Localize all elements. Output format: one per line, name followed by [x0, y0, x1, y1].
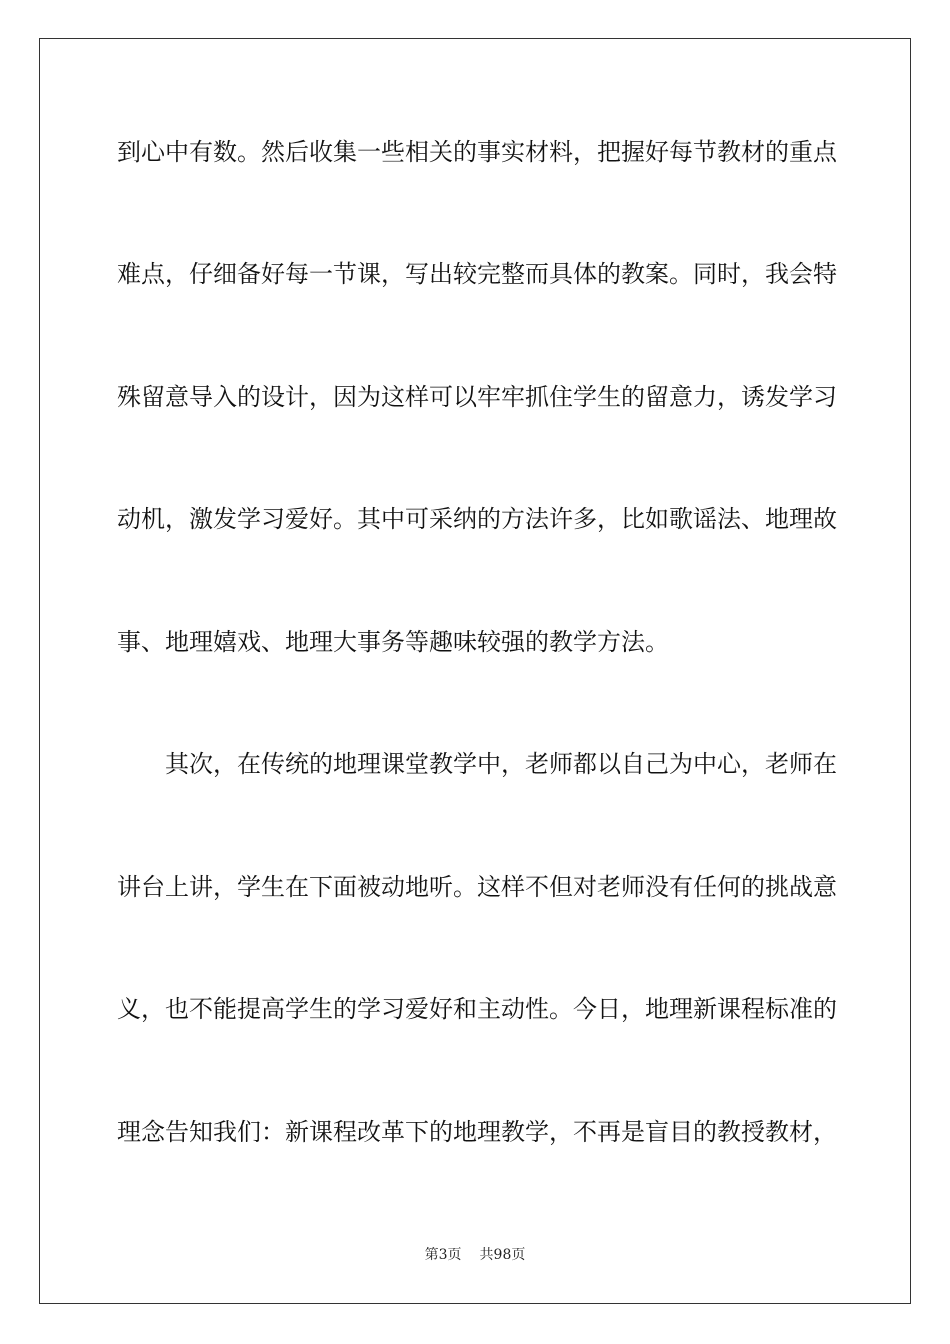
page-footer [0, 1245, 950, 1265]
paragraph-line: 殊留意导入的设计，因为这样可以牢牢抓住学生的留意力，诱发学习 [117, 383, 837, 411]
page-number: 第3页 [424, 1247, 462, 1263]
paragraph-line: 其次，在传统的地理课堂教学中，老师都以自己为中心，老师在 [165, 750, 837, 778]
paragraph-line: 义，也不能提高学生的学习爱好和主动性。今日，地理新课程标准的 [117, 995, 837, 1023]
paragraph-line: 到心中有数。然后收集一些相关的事实材料，把握好每节教材的重点 [117, 138, 837, 166]
page-total: 共98页 [479, 1247, 526, 1263]
paragraph-line: 事、地理嬉戏、地理大事务等趣味较强的教学方法。 [117, 628, 669, 656]
page-border [39, 38, 911, 1304]
paragraph-line: 难点，仔细备好每一节课，写出较完整而具体的教案。同时，我会特 [117, 260, 837, 288]
paragraph-line: 动机，激发学习爱好。其中可采纳的方法许多，比如歌谣法、地理故 [117, 505, 837, 533]
paragraph-line: 理念告知我们：新课程改革下的地理教学，不再是盲目的教授教材， [117, 1118, 837, 1146]
paragraph-line: 讲台上讲，学生在下面被动地听。这样不但对老师没有任何的挑战意 [117, 873, 837, 901]
